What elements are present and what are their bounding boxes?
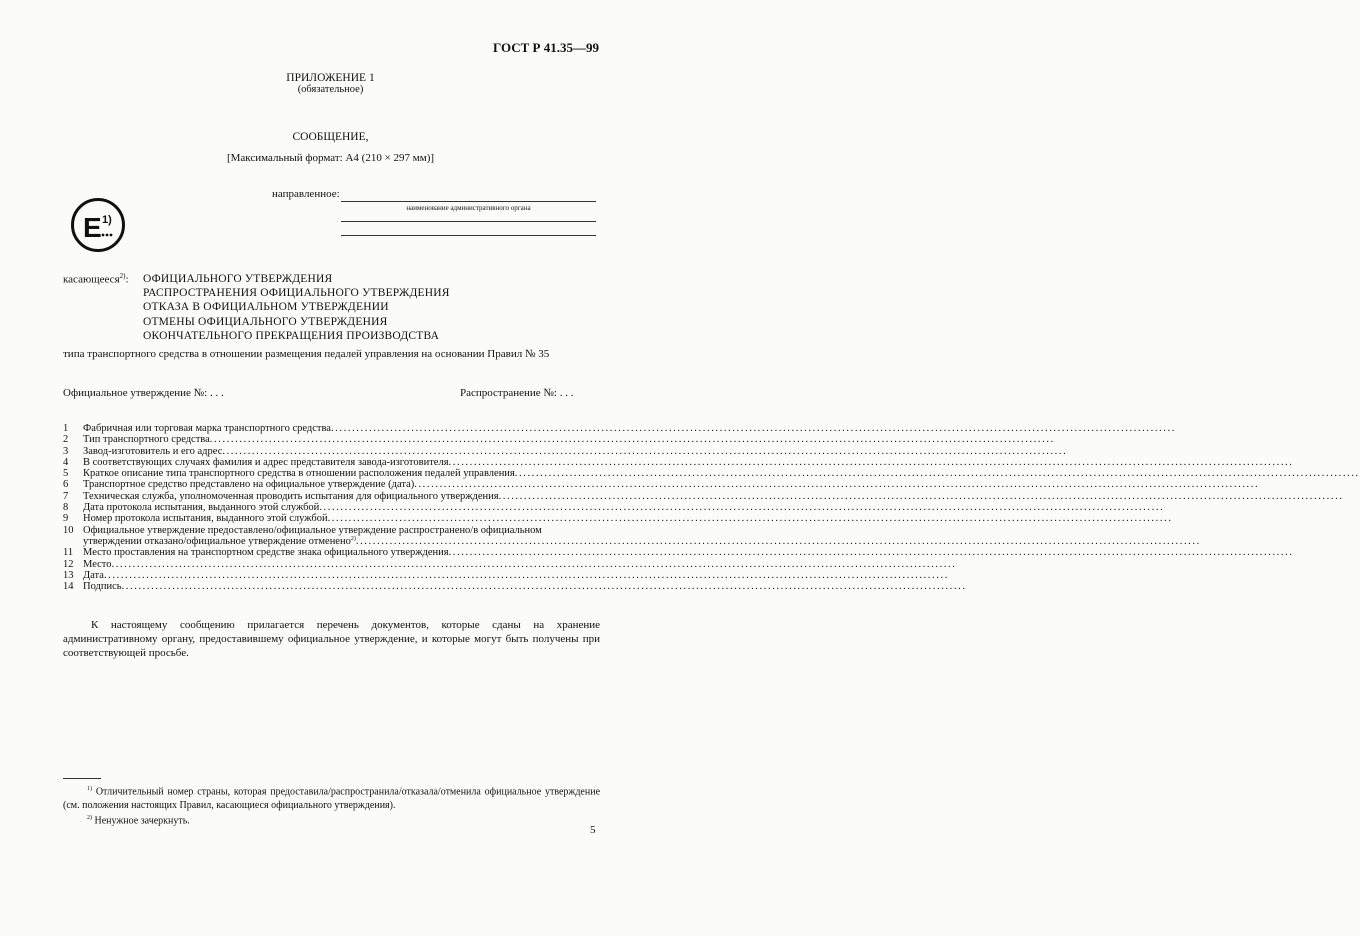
dot-leader: ........................................................................................................................................................................................................ (448, 547, 1294, 559)
list-item (63, 468, 1360, 480)
footnote-ref: 2) (350, 535, 356, 542)
annex-subtitle: (обязательное) (297, 84, 364, 95)
item-text: Фабричная или торговая марка транспортного средства (83, 423, 331, 434)
list-item (63, 479, 1260, 491)
item-text: Тип транспортного средства (83, 434, 210, 446)
concerning-label-text: касающееся (63, 273, 120, 286)
item-number: 12 (63, 558, 74, 570)
footnote-text: Ненужное зачеркнуть. (94, 815, 190, 827)
item-text: Дата протокола испытания, выданного этой службой (83, 502, 320, 514)
list-item (63, 525, 583, 536)
footnote (63, 783, 600, 812)
dot-leader: ........................................................................................................................................................................................................ (414, 479, 1260, 491)
item-number: 13 (63, 569, 74, 581)
format-note: [Максимальный формат: А4 (210 × 297 мм)] (226, 152, 435, 164)
dot-leader: ........................................................................................................................................................................................................ (209, 434, 1055, 446)
extension-number: Распространение №: . . . (460, 387, 574, 399)
footnote-mark: 1) (87, 786, 92, 792)
item-number: 14 (63, 581, 74, 593)
attachment-paragraph: К настоящему сообщению прилагается перечень документов, которые сданы на хранение административному органу, предоставившему официальное утверждение, и которые могут быть получены при соответствующей просьбе. (63, 619, 600, 660)
footnote-rule (63, 778, 101, 779)
dot-leader: ........................................................................................................................................................................................................ (498, 490, 1344, 502)
dot-leader: ........................................................................................................................................................................................................ (222, 445, 1068, 457)
dot-leader: ........................................................................................................................................................................................................ (448, 456, 1294, 468)
concerning-item: ОТКАЗА В ОФИЦИАЛЬНОМ УТВЕРЖДЕНИИ (143, 301, 389, 314)
addressed-line (341, 221, 596, 222)
item-number: 6 (63, 479, 69, 491)
item-text: Краткое описание типа транспортного средства в отношении расположения педалей управления (83, 468, 515, 480)
item-number: 11 (63, 547, 74, 559)
item-text: Место проставления на транспортном средстве знака официального утверждения (83, 547, 449, 559)
item-text: В соответствующих случаях фамилия и адрес представителя завода-изготовителя (83, 456, 449, 468)
item-text-content: утверждении отказано/официальное утверждение отменено (83, 535, 351, 547)
item-text: Техническая служба, уполномоченная проводить испытания для официального утверждения (83, 490, 499, 502)
item-text: Официальное утверждение предоставлено/официальное утверждение распространено/в официальном (83, 524, 542, 536)
dot-leader: ........................................................................................................................................................................................................ (319, 502, 1165, 514)
list-item (63, 547, 1294, 559)
page-number: 5 (590, 824, 596, 836)
dot-leader: ........................................................................................................................................................................................................ (121, 581, 967, 593)
list-item (63, 535, 1201, 547)
item-number: 3 (63, 445, 69, 457)
concerning-list (143, 272, 450, 343)
list-item (63, 569, 949, 581)
addressed-line (341, 235, 596, 236)
list-item (63, 581, 967, 593)
item-number: 10 (63, 524, 74, 536)
addressed-line (341, 201, 596, 202)
dot-leader: ........................................................................................................................................................................................................ (111, 558, 957, 570)
mark-letter: E (83, 212, 102, 243)
concerning-item: ОКОНЧАТЕЛЬНОГО ПРЕКРАЩЕНИЯ ПРОИЗВОДСТВА (143, 329, 440, 342)
dot-leader: ........................................................................................................................................................................................................ (330, 423, 1176, 434)
approval-mark-icon (70, 197, 126, 253)
list-item (63, 558, 957, 570)
concerning-item: РАСПРОСТРАНЕНИЯ ОФИЦИАЛЬНОГО УТВЕРЖДЕНИЯ (143, 287, 450, 300)
footnote (63, 812, 600, 828)
item-text: Дата (83, 569, 104, 581)
dot-leader: ........................................................................................................................................................................................................ (103, 569, 949, 581)
list-item (63, 490, 1344, 502)
vehicle-type-line: типа транспортного средства в отношении размещения педалей управления на основании Правил № 35 (63, 348, 550, 360)
footnotes (63, 783, 600, 828)
item-number: 2 (63, 434, 69, 446)
list-item (63, 445, 1068, 457)
addressed-caption: наименование административного органа (406, 204, 531, 212)
concerning-label (63, 272, 129, 286)
message-title: СООБЩЕНИЕ, (292, 131, 369, 143)
dot-leader: ........................................................................................................................................................................................................ (514, 468, 1360, 480)
item-number: 4 (63, 456, 69, 468)
dot-leader: ........................................................................................................................................................................................................ (355, 535, 1201, 547)
annex-title: ПРИЛОЖЕНИЕ 1 (286, 72, 375, 84)
item-text: Подпись (83, 581, 122, 593)
mark-superscript: 1) (102, 214, 112, 226)
concerning-label-colon: : (125, 273, 129, 286)
list-item (63, 456, 1294, 468)
list-item (63, 434, 1055, 446)
item-number: 9 (63, 513, 69, 525)
addressed-label: направленное: (272, 188, 340, 200)
item-text (83, 536, 356, 547)
item-text: Завод-изготовитель и его адрес (83, 445, 223, 457)
dot-leader: ........................................................................................................................................................................................................ (327, 513, 1173, 525)
list-item (63, 513, 1173, 525)
item-text: Место (83, 558, 112, 570)
footnote-mark: 2) (87, 814, 92, 821)
footnote-ref: 2) (119, 272, 126, 280)
item-list (63, 423, 1360, 593)
concerning-item: ОФИЦИАЛЬНОГО УТВЕРЖДЕНИЯ (143, 273, 333, 285)
item-text: Номер протокола испытания, выданного этой службой (83, 513, 328, 525)
footnote-text: Отличительный номер страны, которая предоставила/распространила/отказала/отменила официальное утверждение (см. положения настоящих Правил, касающиеся официального утверждения). (63, 786, 601, 811)
item-number: 5 (63, 468, 69, 480)
concerning-item: ОТМЕНЫ ОФИЦИАЛЬНОГО УТВЕРЖДЕНИЯ (143, 315, 388, 328)
item-number: 8 (63, 502, 69, 514)
list-item (63, 502, 1165, 514)
list-item (63, 423, 1176, 434)
item-text: Транспортное средство представлено на официальное утверждение (дата) (83, 479, 415, 491)
item-number: 7 (63, 490, 69, 502)
document-id: ГОСТ Р 41.35—99 (493, 40, 599, 55)
item-number: 1 (63, 423, 69, 434)
approval-number: Официальное утверждение №: . . . (63, 387, 224, 399)
